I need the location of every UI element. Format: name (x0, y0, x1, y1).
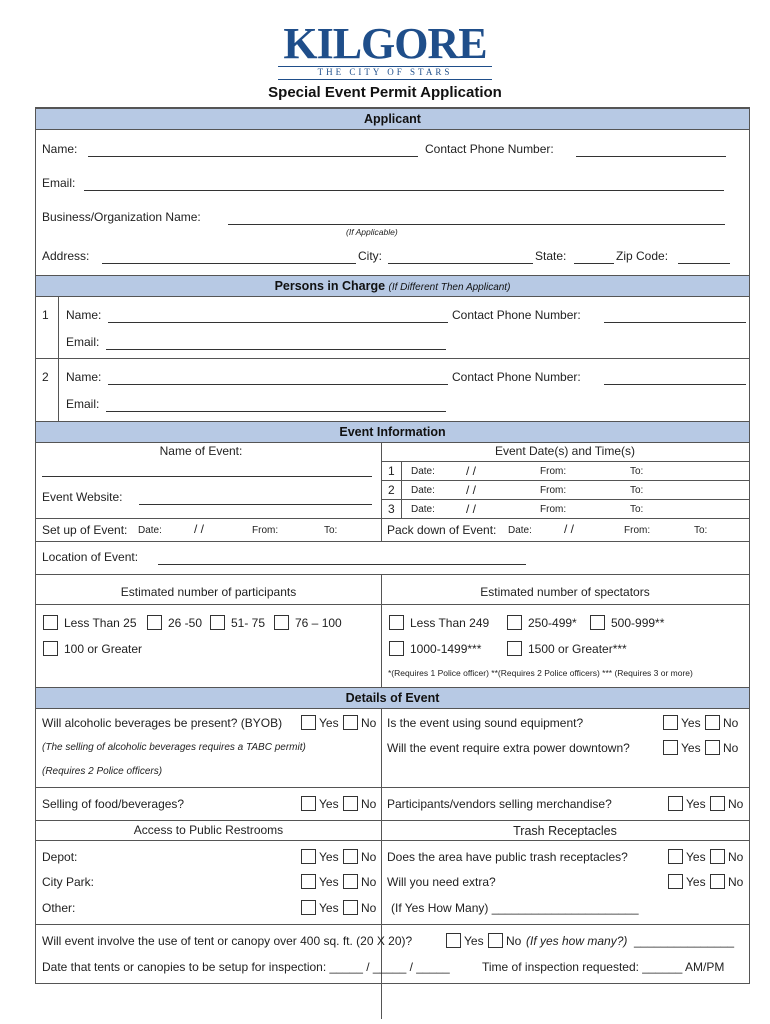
city-park-label: City Park: (42, 875, 95, 889)
power-question: Will the event require extra power downtown? (387, 741, 630, 755)
date-row-2-to: To: (630, 485, 644, 496)
person-1-phone-field[interactable] (604, 322, 746, 323)
food-no-checkbox[interactable] (343, 796, 358, 811)
trash-no-checkbox[interactable] (710, 849, 725, 864)
depot-no-checkbox[interactable] (343, 849, 358, 864)
person-2-number: 2 (42, 370, 49, 384)
packdown-from: From: (624, 525, 651, 536)
tent-how-many-field[interactable]: _______________ (634, 934, 735, 948)
participants-26-50-checkbox[interactable] (147, 615, 162, 630)
restrooms-header: Access to Public Restrooms (133, 823, 284, 837)
participants-header: Estimated number of participants (120, 585, 297, 599)
sound-no-checkbox[interactable] (705, 715, 720, 730)
participants-76-100-checkbox[interactable] (274, 615, 289, 630)
alcohol-yes-label: Yes (319, 716, 339, 730)
alcohol-question: Will alcoholic beverages be present? (BYOB) (42, 716, 283, 730)
tent-question: Will event involve the use of tent or canopy over 400 sq. ft. (20 X 20)? (42, 934, 413, 948)
spectators-500-999-checkbox[interactable] (590, 615, 605, 630)
extra-trash-yes-label: Yes (686, 875, 706, 889)
date-row-1-from: From: (540, 466, 567, 477)
state-field[interactable] (574, 263, 614, 264)
depot-label: Depot: (42, 850, 78, 864)
logo-wordmark: KILGORE (283, 19, 487, 68)
packdown-label: Pack down of Event: (387, 523, 497, 537)
food-question: Selling of food/beverages? (42, 797, 185, 811)
person-2-name-label: Name: (66, 370, 102, 384)
food-yes-checkbox[interactable] (301, 796, 316, 811)
tent-yes-label: Yes (464, 934, 484, 948)
person-1-name-label: Name: (66, 308, 102, 322)
location-label: Location of Event: (42, 550, 139, 564)
tent-how-many-label: (If yes how many?) (526, 934, 628, 948)
how-many-trash-field[interactable]: (If Yes How Many) ______________________ (391, 901, 639, 915)
person-2-name-field[interactable] (108, 384, 448, 385)
trash-question: Does the area have public trash receptacles? (387, 850, 628, 864)
event-info-header: Event Information (36, 421, 749, 443)
applicant-header: Applicant (36, 108, 749, 130)
participants-51-75-label: 51- 75 (231, 616, 266, 630)
sound-no-label: No (723, 716, 739, 730)
date-row-3-date-label: Date: (411, 504, 435, 515)
other-label: Other: (42, 901, 76, 915)
tent-no-checkbox[interactable] (488, 933, 503, 948)
other-yes-checkbox[interactable] (301, 900, 316, 915)
sound-yes-label: Yes (681, 716, 701, 730)
date-row-3-number: 3 (388, 502, 395, 516)
setup-to: To: (324, 525, 338, 536)
applicant-name-field[interactable] (88, 156, 418, 157)
extra-trash-question: Will you need extra? (387, 875, 496, 889)
person-1-contact-label: Contact Phone Number: (452, 308, 581, 322)
merch-yes-checkbox[interactable] (668, 796, 683, 811)
food-no-label: No (361, 797, 377, 811)
depot-no-label: No (361, 850, 377, 864)
participants-less-than-25-label: Less Than 25 (64, 616, 137, 630)
alcohol-no-checkbox[interactable] (343, 715, 358, 730)
spectators-less-than-249-label: Less Than 249 (410, 616, 490, 630)
person-2-phone-field[interactable] (604, 384, 746, 385)
depot-yes-label: Yes (319, 850, 339, 864)
spectators-1000-1499-label: 1000-1499*** (410, 642, 482, 656)
person-1-number: 1 (42, 308, 49, 322)
permit-form (35, 107, 750, 984)
spectators-header: Estimated number of spectators (480, 585, 650, 599)
spectators-1500-plus-checkbox[interactable] (507, 641, 522, 656)
sound-question: Is the event using sound equipment? (387, 716, 584, 730)
city-logo (270, 19, 500, 78)
trash-yes-label: Yes (686, 850, 706, 864)
alcohol-yes-checkbox[interactable] (301, 715, 316, 730)
tent-no-label: No (506, 934, 522, 948)
food-yes-label: Yes (319, 797, 339, 811)
alcohol-no-label: No (361, 716, 377, 730)
merch-question: Participants/vendors selling merchandise? (387, 797, 612, 811)
packdown-date-label: Date: (508, 525, 532, 536)
person-2-email-field[interactable] (106, 411, 446, 412)
setup-from: From: (252, 525, 279, 536)
participants-76-100-label: 76 – 100 (295, 616, 342, 630)
date-row-1-number: 1 (388, 464, 395, 478)
date-row-2-number: 2 (388, 483, 395, 497)
spectators-1500-plus-label: 1500 or Greater*** (528, 642, 627, 656)
other-no-label: No (361, 901, 377, 915)
spectators-500-999-label: 500-999** (611, 616, 665, 630)
name-of-event-field[interactable] (42, 476, 372, 477)
if-applicable-note: (If Applicable) (346, 227, 398, 237)
applicant-name-label: Name: (42, 142, 78, 156)
setup-date-slashes[interactable]: / / (194, 522, 205, 536)
persons-header-note: (If Different Then Applicant) (388, 282, 511, 293)
date-row-1-to: To: (630, 466, 644, 477)
merch-no-checkbox[interactable] (710, 796, 725, 811)
event-website-field[interactable] (139, 504, 372, 505)
spectators-250-499-label: 250-499* (528, 616, 577, 630)
event-website-label: Event Website: (42, 490, 123, 504)
name-of-event-label: Name of Event: (159, 444, 243, 458)
applicant-email-field[interactable] (84, 190, 724, 191)
city-label: City: (358, 249, 382, 263)
date-row-2-from: From: (540, 485, 567, 496)
extra-trash-yes-checkbox[interactable] (668, 874, 683, 889)
state-label: State: (535, 249, 567, 263)
participants-100-plus-checkbox[interactable] (43, 641, 58, 656)
zip-field[interactable] (678, 263, 730, 264)
applicant-email-label: Email: (42, 176, 76, 190)
location-field[interactable] (158, 564, 526, 565)
inspection-time-field[interactable]: Time of inspection requested: ______ AM/PM (482, 960, 725, 974)
setup-date-label: Date: (138, 525, 162, 536)
city-park-no-label: No (361, 875, 377, 889)
participants-100-plus-label: 100 or Greater (64, 642, 143, 656)
spectators-less-than-249-checkbox[interactable] (389, 615, 404, 630)
depot-yes-checkbox[interactable] (301, 849, 316, 864)
tabc-permit-note: (The selling of alcoholic beverages requires a TABC permit) (42, 742, 306, 753)
date-row-2-date-label: Date: (411, 485, 435, 496)
other-no-checkbox[interactable] (343, 900, 358, 915)
city-park-yes-label: Yes (319, 875, 339, 889)
persons-header-title: Persons in Charge (274, 279, 386, 293)
packdown-date-slashes[interactable]: / / (564, 522, 575, 536)
address-field[interactable] (102, 263, 356, 264)
police-requirement-note: *(Requires 1 Police officer) **(Requires 2 Police officers) *** (Requires 3 or more) (388, 668, 693, 678)
person-2-email-label: Email: (66, 397, 100, 411)
other-yes-label: Yes (319, 901, 339, 915)
applicant-phone-field[interactable] (576, 156, 726, 157)
city-field[interactable] (388, 263, 533, 264)
address-label: Address: (42, 249, 90, 263)
power-yes-checkbox[interactable] (663, 740, 678, 755)
zip-label: Zip Code: (616, 249, 669, 263)
person-1-name-field[interactable] (108, 322, 448, 323)
date-row-3-slashes[interactable]: / / (466, 502, 477, 516)
trash-no-label: No (728, 850, 744, 864)
date-row-2-slashes[interactable]: / / (466, 483, 477, 497)
date-row-3-from: From: (540, 504, 567, 515)
business-name-label: Business/Organization Name: (42, 210, 201, 224)
setup-label: Set up of Event: (42, 523, 128, 537)
spectators-250-499-checkbox[interactable] (507, 615, 522, 630)
packdown-to: To: (694, 525, 708, 536)
participants-26-50-label: 26 -50 (168, 616, 203, 630)
logo-tagline: THE CITY OF STARS (278, 66, 492, 80)
merch-no-label: No (728, 797, 744, 811)
date-row-1-date-label: Date: (411, 466, 435, 477)
spectators-1000-1499-checkbox[interactable] (389, 641, 404, 656)
event-dates-header: Event Date(s) and Time(s) (494, 444, 636, 458)
details-header: Details of Event (36, 687, 749, 709)
person-1-email-field[interactable] (106, 349, 446, 350)
alcohol-police-note: (Requires 2 Police officers) (42, 766, 163, 777)
page-title: Special Event Permit Application (268, 84, 502, 101)
tent-yes-checkbox[interactable] (446, 933, 461, 948)
trash-yes-checkbox[interactable] (668, 849, 683, 864)
participants-less-than-25-checkbox[interactable] (43, 615, 58, 630)
applicant-contact-label: Contact Phone Number: (425, 142, 554, 156)
power-no-checkbox[interactable] (705, 740, 720, 755)
date-row-1-slashes[interactable]: / / (466, 464, 477, 478)
person-2-contact-label: Contact Phone Number: (452, 370, 581, 384)
extra-trash-no-checkbox[interactable] (710, 874, 725, 889)
trash-header: Trash Receptacles (513, 824, 617, 838)
persons-header (36, 275, 749, 297)
power-yes-label: Yes (681, 741, 701, 755)
participants-51-75-checkbox[interactable] (210, 615, 225, 630)
inspection-date-field[interactable]: Date that tents or canopies to be setup for inspection: _____ / _____ / _____ (42, 960, 450, 974)
sound-yes-checkbox[interactable] (663, 715, 678, 730)
date-row-3-to: To: (630, 504, 644, 515)
power-no-label: No (723, 741, 739, 755)
city-park-no-checkbox[interactable] (343, 874, 358, 889)
business-name-field[interactable] (228, 224, 725, 225)
city-park-yes-checkbox[interactable] (301, 874, 316, 889)
extra-trash-no-label: No (728, 875, 744, 889)
person-1-email-label: Email: (66, 335, 100, 349)
merch-yes-label: Yes (686, 797, 706, 811)
